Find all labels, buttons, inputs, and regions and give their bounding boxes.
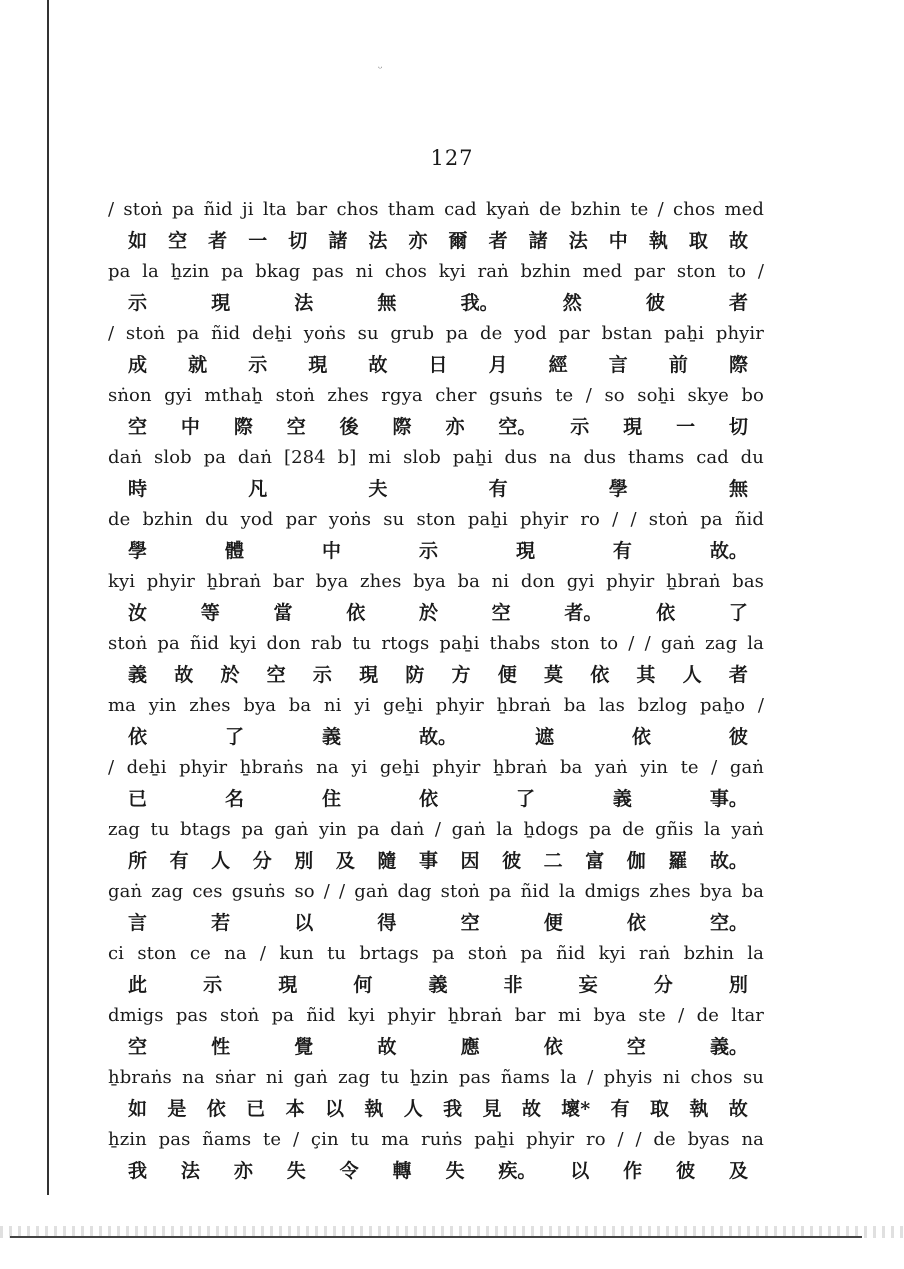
chinese-character: 彼	[728, 726, 748, 748]
chinese-character: 事。	[709, 788, 748, 810]
chinese-character: 汝	[128, 602, 148, 624]
line-pair	[108, 940, 764, 1002]
tibetan-transliteration-line: ma yin zhes bya ba ni yi geẖi phyir ẖbraṅ ba las bzlog paẖo /	[108, 695, 764, 716]
chinese-character: 者	[728, 664, 748, 686]
chinese-character: 若	[211, 912, 231, 934]
chinese-character: 後	[339, 416, 359, 438]
chinese-character: 方	[451, 664, 471, 686]
chinese-character: 示	[203, 974, 223, 996]
chinese-character: 際	[392, 416, 412, 438]
chinese-character: 執	[648, 230, 668, 252]
chinese-character: 隨	[377, 850, 397, 872]
chinese-character: 言	[608, 354, 628, 376]
chinese-character: 是	[167, 1098, 187, 1120]
chinese-character: 已	[246, 1098, 266, 1120]
chinese-character: 故。	[709, 850, 748, 872]
chinese-character: 得	[377, 912, 397, 934]
chinese-character: 我	[128, 1160, 148, 1182]
chinese-translation-line	[128, 599, 748, 627]
line-pair	[108, 630, 764, 692]
chinese-character: 現	[308, 354, 328, 376]
chinese-character: 有	[612, 540, 632, 562]
page-number: 127	[430, 146, 474, 170]
chinese-character: 當	[273, 602, 293, 624]
chinese-character: 前	[668, 354, 688, 376]
chinese-character: 者	[728, 292, 748, 314]
chinese-character: 分	[252, 850, 272, 872]
chinese-translation-line	[128, 351, 748, 379]
chinese-character: 富	[585, 850, 605, 872]
chinese-translation-line	[128, 723, 748, 751]
chinese-character: 所	[128, 850, 148, 872]
chinese-character: 依	[590, 664, 610, 686]
chinese-character: 於	[418, 602, 438, 624]
chinese-character: 伽	[626, 850, 646, 872]
chinese-character: 依	[631, 726, 651, 748]
chinese-character: 空	[286, 416, 306, 438]
chinese-character: 空	[128, 1036, 148, 1058]
chinese-character: 依	[626, 912, 646, 934]
chinese-character: 故	[728, 1098, 748, 1120]
chinese-character: 轉	[392, 1160, 412, 1182]
chinese-character: 有	[169, 850, 189, 872]
chinese-character: 示	[128, 292, 148, 314]
chinese-character: 爾	[448, 230, 468, 252]
tibetan-transliteration-line: ẖzin pas ñams te / çin tu ma ruṅs paẖi phyir ro / / de byas na	[108, 1129, 764, 1150]
chinese-character: 者。	[564, 602, 603, 624]
chinese-character: 別	[294, 850, 314, 872]
tibetan-transliteration-line: ci ston ce na / kun tu brtags pa stoṅ pa ñid kyi raṅ bzhin la	[108, 943, 764, 964]
tibetan-transliteration-line: kyi phyir ẖbraṅ bar bya zhes bya ba ni don gyi phyir ẖbraṅ bas	[108, 571, 764, 592]
page-bottom-edge	[10, 1236, 862, 1238]
chinese-translation-line	[128, 785, 748, 813]
chinese-character: 成	[128, 354, 148, 376]
line-pair	[108, 444, 764, 506]
tibetan-transliteration-line: dmigs pas stoṅ pa ñid kyi phyir ẖbraṅ bar mi bya ste / de ltar	[108, 1005, 764, 1026]
chinese-character: 義	[428, 974, 448, 996]
tibetan-transliteration-line: pa la ẖzin pa bkag pas ni chos kyi raṅ bzhin med par ston to /	[108, 261, 764, 282]
line-pair	[108, 258, 764, 320]
chinese-character: 莫	[543, 664, 563, 686]
chinese-character: 性	[211, 1036, 231, 1058]
chinese-translation-line	[128, 289, 748, 317]
chinese-character: 現	[278, 974, 298, 996]
line-pair	[108, 816, 764, 878]
chinese-character: 依	[418, 788, 438, 810]
chinese-character: 就	[188, 354, 208, 376]
chinese-character: 依	[206, 1098, 226, 1120]
chinese-translation-line	[128, 1033, 748, 1061]
chinese-character: 法	[368, 230, 388, 252]
chinese-character: 事	[418, 850, 438, 872]
chinese-character: 法	[294, 292, 314, 314]
chinese-character: 遮	[534, 726, 554, 748]
chinese-character: 本	[285, 1098, 305, 1120]
chinese-character: 故	[174, 664, 194, 686]
line-pair	[108, 1002, 764, 1064]
chinese-character: 彼	[676, 1160, 696, 1182]
chinese-character: 一	[248, 230, 268, 252]
chinese-translation-line	[128, 847, 748, 875]
line-pair	[108, 1126, 764, 1188]
chinese-character: 壞*	[561, 1098, 591, 1120]
chinese-character: 示	[418, 540, 438, 562]
line-pair	[108, 320, 764, 382]
chinese-character: 凡	[248, 478, 268, 500]
chinese-character: 以	[294, 912, 314, 934]
chinese-translation-line	[128, 909, 748, 937]
chinese-character: 依	[128, 726, 148, 748]
chinese-character: 彼	[645, 292, 665, 314]
tibetan-transliteration-line: / deẖi phyir ẖbraṅs na yi geẖi phyir ẖbraṅ ba yaṅ yin te / gaṅ	[108, 757, 764, 778]
tibetan-transliteration-line: de bzhin du yod par yoṅs su ston paẖi phyir ro / / stoṅ pa ñid	[108, 509, 764, 530]
chinese-character: 及	[335, 850, 355, 872]
chinese-translation-line	[128, 537, 748, 565]
chinese-character: 以	[570, 1160, 590, 1182]
chinese-character: 諸	[528, 230, 548, 252]
chinese-character: 分	[653, 974, 673, 996]
tibetan-transliteration-line: gaṅ zag ces gsuṅs so / / gaṅ dag stoṅ pa ñid la dmigs zhes bya ba	[108, 881, 764, 902]
chinese-character: 了	[515, 788, 535, 810]
tibetan-transliteration-line: stoṅ pa ñid kyi don rab tu rtogs paẖi thabs ston to / / gaṅ zag la	[108, 633, 764, 654]
chinese-character: 失	[286, 1160, 306, 1182]
chinese-character: 人	[211, 850, 231, 872]
chinese-character: 覺	[294, 1036, 314, 1058]
chinese-character: 有	[488, 478, 508, 500]
chinese-character: 何	[353, 974, 373, 996]
chinese-translation-line	[128, 661, 748, 689]
chinese-character: 住	[321, 788, 341, 810]
chinese-character: 中	[180, 416, 200, 438]
chinese-character: 疾。	[498, 1160, 537, 1182]
chinese-character: 中	[321, 540, 341, 562]
line-pair	[108, 382, 764, 444]
chinese-character: 已	[128, 788, 148, 810]
chinese-character: 其	[636, 664, 656, 686]
chinese-character: 義。	[709, 1036, 748, 1058]
chinese-character: 學	[128, 540, 148, 562]
tibetan-transliteration-line: sṅon gyi mthaẖ stoṅ zhes rgya cher gsuṅs te / so soẖi skye bo	[108, 385, 764, 406]
chinese-character: 體	[224, 540, 244, 562]
chinese-character: 故	[521, 1098, 541, 1120]
chinese-character: 空	[128, 416, 148, 438]
chinese-character: 空。	[498, 416, 537, 438]
chinese-translation-line	[128, 1095, 748, 1123]
chinese-character: 者	[208, 230, 228, 252]
chinese-character: 月	[488, 354, 508, 376]
chinese-character: 我	[443, 1098, 463, 1120]
chinese-character: 者	[488, 230, 508, 252]
chinese-character: 無	[728, 478, 748, 500]
chinese-character: 此	[128, 974, 148, 996]
chinese-character: 法	[568, 230, 588, 252]
chinese-character: 亦	[408, 230, 428, 252]
chinese-character: 依	[346, 602, 366, 624]
chinese-character: 了	[224, 726, 244, 748]
chinese-character: 便	[543, 912, 563, 934]
line-pair	[108, 1064, 764, 1126]
chinese-character: 故	[377, 1036, 397, 1058]
tibetan-transliteration-line: / stoṅ pa ñid ji lta bar chos tham cad kyaṅ de bzhin te / chos med	[108, 199, 764, 220]
chinese-character: 現	[623, 416, 643, 438]
chinese-character: 如	[128, 1098, 148, 1120]
line-pair	[108, 506, 764, 568]
chinese-character: 因	[460, 850, 480, 872]
chinese-character: 切	[288, 230, 308, 252]
binding-margin-line	[47, 0, 49, 1195]
chinese-character: 故。	[709, 540, 748, 562]
chinese-character: 義	[128, 664, 148, 686]
chinese-character: 依	[543, 1036, 563, 1058]
chinese-character: 經	[548, 354, 568, 376]
chinese-character: 便	[497, 664, 517, 686]
chinese-translation-line	[128, 971, 748, 999]
chinese-character: 妄	[578, 974, 598, 996]
chinese-translation-line	[128, 1157, 748, 1185]
bilingual-text-block	[108, 196, 764, 1188]
chinese-character: 言	[128, 912, 148, 934]
tibetan-transliteration-line: daṅ slob pa daṅ [284 b] mi slob paẖi dus na dus thams cad du	[108, 447, 764, 468]
chinese-character: 空	[266, 664, 286, 686]
chinese-character: 故。	[418, 726, 457, 748]
chinese-character: 彼	[502, 850, 522, 872]
chinese-character: 現	[211, 292, 231, 314]
chinese-character: 時	[128, 478, 148, 500]
chinese-character: 非	[503, 974, 523, 996]
chinese-character: 有	[610, 1098, 630, 1120]
chinese-character: 取	[650, 1098, 670, 1120]
chinese-character: 夫	[368, 478, 388, 500]
chinese-character: 示	[570, 416, 590, 438]
chinese-character: 及	[728, 1160, 748, 1182]
chinese-character: 我。	[460, 292, 499, 314]
line-pair	[108, 754, 764, 816]
chinese-character: 然	[562, 292, 582, 314]
chinese-character: 羅	[668, 850, 688, 872]
chinese-character: 示	[248, 354, 268, 376]
chinese-character: 故	[728, 230, 748, 252]
tibetan-transliteration-line: / stoṅ pa ñid deẖi yoṅs su grub pa de yod par bstan paẖi phyir	[108, 323, 764, 344]
chinese-character: 法	[180, 1160, 200, 1182]
chinese-character: 空	[460, 912, 480, 934]
chinese-character: 際	[233, 416, 253, 438]
chinese-character: 空	[491, 602, 511, 624]
chinese-character: 切	[728, 416, 748, 438]
chinese-character: 際	[728, 354, 748, 376]
chinese-character: 如	[128, 230, 148, 252]
tibetan-transliteration-line: ẖbraṅs na sṅar ni gaṅ zag tu ẖzin pas ñams la / phyis ni chos su	[108, 1067, 764, 1088]
chinese-character: 取	[688, 230, 708, 252]
chinese-character: 應	[460, 1036, 480, 1058]
chinese-character: 亦	[233, 1160, 253, 1182]
chinese-character: 執	[364, 1098, 384, 1120]
chinese-character: 空。	[709, 912, 748, 934]
chinese-character: 示	[312, 664, 332, 686]
chinese-character: 日	[428, 354, 448, 376]
chinese-character: 亦	[445, 416, 465, 438]
chinese-character: 義	[612, 788, 632, 810]
chinese-character: 義	[321, 726, 341, 748]
line-pair	[108, 196, 764, 258]
chinese-character: 失	[445, 1160, 465, 1182]
chinese-character: 了	[728, 602, 748, 624]
chinese-character: 名	[224, 788, 244, 810]
chinese-character: 現	[515, 540, 535, 562]
chinese-character: 學	[608, 478, 628, 500]
chinese-character: 現	[359, 664, 379, 686]
chinese-character: 中	[608, 230, 628, 252]
chinese-translation-line	[128, 475, 748, 503]
chinese-character: 於	[220, 664, 240, 686]
chinese-character: 諸	[328, 230, 348, 252]
chinese-translation-line	[128, 227, 748, 255]
chinese-character: 等	[200, 602, 220, 624]
chinese-character: 作	[623, 1160, 643, 1182]
chinese-character: 依	[656, 602, 676, 624]
chinese-character: 令	[339, 1160, 359, 1182]
chinese-character: 二	[543, 850, 563, 872]
chinese-character: 防	[405, 664, 425, 686]
chinese-character: 別	[728, 974, 748, 996]
chinese-character: 以	[324, 1098, 344, 1120]
chinese-character: 空	[168, 230, 188, 252]
line-pair	[108, 692, 764, 754]
chinese-character: 見	[482, 1098, 502, 1120]
chinese-character: 人	[682, 664, 702, 686]
chinese-character: 空	[626, 1036, 646, 1058]
line-pair	[108, 878, 764, 940]
chinese-character: 人	[403, 1098, 423, 1120]
chinese-character: 故	[368, 354, 388, 376]
line-pair	[108, 568, 764, 630]
ink-smudge: ᵕ	[378, 62, 383, 75]
tibetan-transliteration-line: zag tu btags pa gaṅ yin pa daṅ / gaṅ la ẖdogs pa de gñis la yaṅ	[108, 819, 764, 840]
chinese-character: 無	[377, 292, 397, 314]
chinese-character: 執	[689, 1098, 709, 1120]
chinese-translation-line	[128, 413, 748, 441]
chinese-character: 一	[676, 416, 696, 438]
